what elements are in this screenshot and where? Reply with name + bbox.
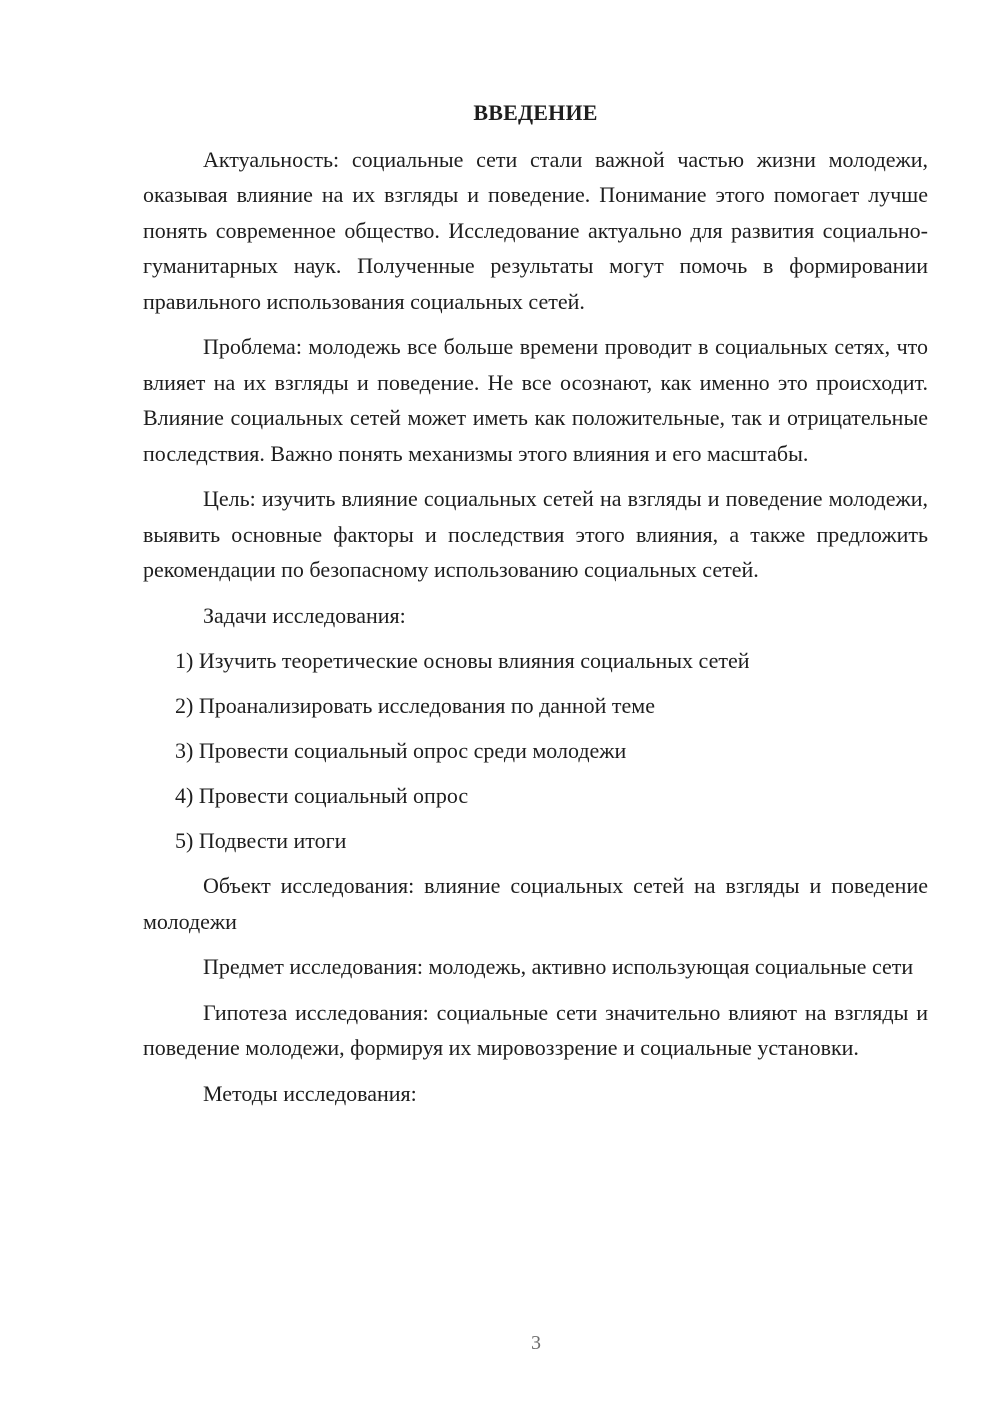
hypothesis-paragraph: Гипотеза исследования: социальные сети значительно влияют на взгляды и поведение молодежи, формируя их мировоззрение и социальные установки. [143,999,928,1060]
task-list [143,643,928,859]
page-number: 3 [531,1332,541,1354]
tasks-heading: Задачи исследования: [203,602,406,628]
goal-paragraph: Цель: изучить влияние социальных сетей на взгляды и поведение молодежи, выявить основные факторы и последствия этого влияния, а также предложить рекомендации по безопасному использованию социальных сетей. [143,486,928,582]
page-content [143,95,928,1121]
subject-paragraph: Предмет исследования: молодежь, активно использующая социальные сети [203,954,914,979]
task-item-5: 5) Подвести итоги [175,828,347,853]
task-item-1: 1) Изучить теоретические основы влияния социальных сетей [175,648,750,673]
section-title: ВВЕДЕНИЕ [473,100,598,125]
task-item-2: 2) Проанализировать исследования по данной теме [175,693,655,718]
relevance-paragraph: Актуальность: социальные сети стали важной частью жизни молодежи, оказывая влияние на их взгляды и поведение. Понимание этого помогает лучше понять современное общество. Исследование актуально для развития социально-гуманитарных наук. Полученные результаты могут помочь в формировании правильного использования социальных сетей. [143,146,928,314]
task-item-3: 3) Провести социальный опрос среди молодежи [175,738,627,763]
object-paragraph: Объект исследования: влияние социальных сетей на взгляды и поведение молодежи [143,873,928,934]
task-item-4: 4) Провести социальный опрос [175,783,469,808]
methods-heading: Методы исследования: [203,1080,417,1106]
problem-paragraph: Проблема: молодежь все больше времени проводит в социальных сетях, что влияет на их взгляды и поведение. Не все осознают, как именно это происходит. Влияние социальных сетей может иметь как положительные, так и отрицательные последствия. Важно понять механизмы этого влияния и его масштабы. [143,334,928,466]
